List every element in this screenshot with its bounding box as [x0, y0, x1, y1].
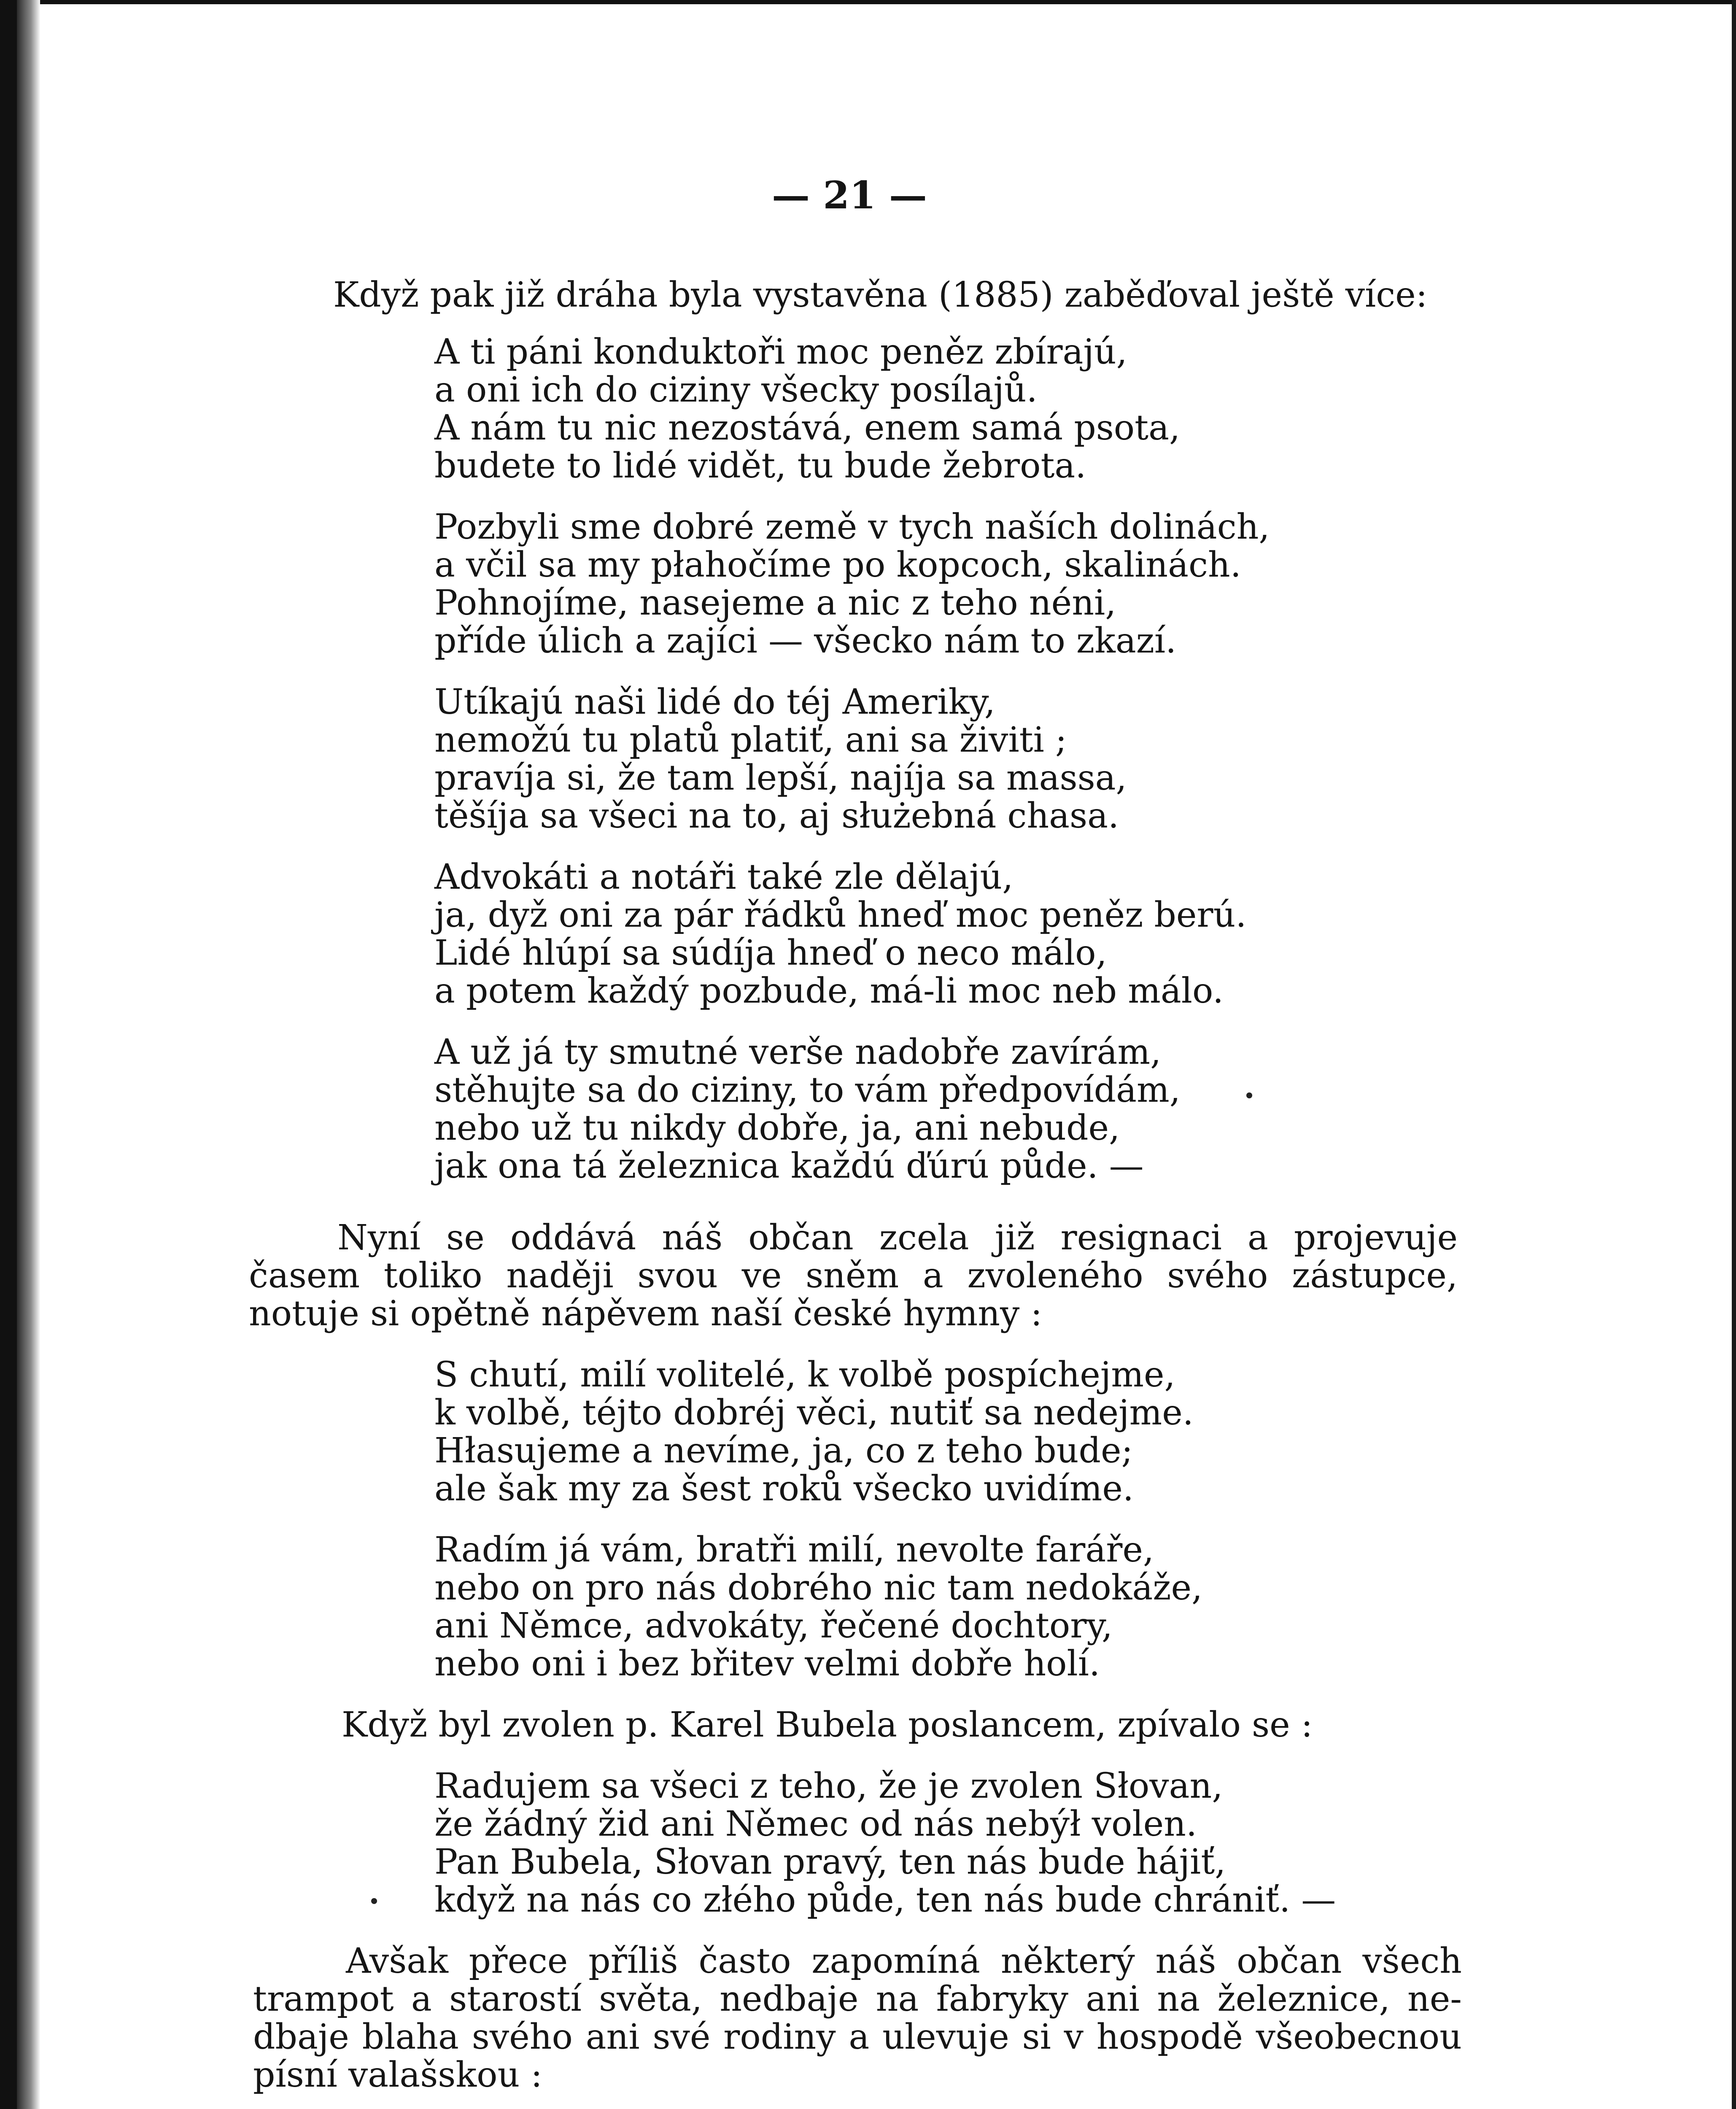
verse-line: Utíkajú naši lidé do téj Ameriky, [434, 682, 995, 722]
scan-border-top [0, 0, 1736, 4]
page-number: — 21 — [772, 173, 927, 218]
verse-line: ale šak my za šest roků všecko uvidíme. [434, 1469, 1134, 1509]
verse-line: nemožú tu platů platiť, ani sa živiti ; [434, 720, 1067, 760]
verse-line: Lidé hlúpí sa súdíja hneď o neco málo, [434, 933, 1107, 973]
verse-line: Pan Bubela, Słovan pravý, ten nás bude hájiť, [434, 1842, 1226, 1882]
scan-border-left [0, 0, 17, 2109]
verse-line: pravíja si, že tam lepší, najíja sa massa, [434, 758, 1127, 798]
verse-line: a včil sa my płahočíme po kopcoch, skalinách. [434, 545, 1241, 585]
verse-line: ja, dyž oni za pár řádků hneď moc peněz berú. [434, 895, 1247, 935]
verse-line: A už já ty smutné verše nadobře zavírám, [434, 1032, 1162, 1072]
verse-line: těšíja sa všeci na to, aj służebná chasa. [434, 796, 1119, 836]
verse-line: ani Němce, advokáty, řečené dochtory, [434, 1606, 1113, 1646]
verse-line: nebo oni i bez břitev velmi dobře holí. [434, 1644, 1100, 1684]
text-line: Když pak již dráha byla vystavěna (1885) zaběďoval ještě více: [333, 275, 1428, 315]
verse-line: S chutí, milí volitelé, k volbě pospíchejme, [434, 1355, 1175, 1395]
text-line: Nyní se oddává náš občan zcela již resignaci a projevuje [337, 1218, 1458, 1258]
verse-line: Radujem sa všeci z teho, že je zvolen Słovan, [434, 1766, 1223, 1806]
ink-speck [1246, 1092, 1252, 1098]
verse-line: Advokáti a notáři také zle dělajú, [434, 857, 1014, 897]
verse-line: stěhujte sa do ciziny, to vám předpovídám, [434, 1070, 1181, 1110]
text-line: dbaje blaha svého ani své rodiny a ulevuje si v hospodě všeobecnou [253, 2017, 1462, 2057]
verse-line: Pozbyli sme dobré země v tych naších dolinách, [434, 507, 1270, 547]
verse-line: A nám tu nic nezostává, enem samá psota, [434, 408, 1181, 448]
verse-line: Pohnojíme, nasejeme a nic z teho néni, [434, 583, 1116, 623]
text-line: notuje si opětně nápěvem naší české hymny : [249, 1294, 1043, 1334]
text-line: písní valašskou : [253, 2055, 542, 2095]
verse-line: nebo on pro nás dobrého nic tam nedokáže, [434, 1568, 1203, 1608]
text-line: Když byl zvolen p. Karel Bubela poslancem, zpívalo se : [342, 1705, 1313, 1745]
page-gutter-shadow [17, 0, 40, 2109]
verse-line: a oni ich do ciziny všecky posílajů. [434, 370, 1038, 410]
verse-line: Hłasujeme a nevíme, ja, co z teho bude; [434, 1431, 1133, 1471]
verse-line: že žádný žid ani Němec od nás nebýł volen. [434, 1804, 1197, 1844]
text-line: časem toliko naději svou ve sněm a zvoleného svého zástupce, [249, 1256, 1458, 1296]
verse-line: A ti páni konduktoři moc peněz zbírajú, [434, 332, 1127, 372]
verse-line: příde úlich a zajíci — všecko nám to zkazí. [434, 621, 1177, 661]
verse-line: k volbě, téjto dobréj věci, nutiť sa nedejme. [434, 1393, 1194, 1433]
ink-speck [371, 1898, 377, 1904]
verse-line: jak ona tá železnica každú ďúrú půde. — [434, 1146, 1144, 1186]
text-line: trampot a starostí světa, nedbaje na fabryky ani na železnice, ne- [253, 1979, 1462, 2019]
verse-line: nebo už tu nikdy dobře, ja, ani nebude, [434, 1108, 1120, 1148]
verse-line: když na nás co złého půde, ten nás bude chrániť. — [434, 1880, 1336, 1920]
scan-border-right [1732, 0, 1736, 2109]
verse-line: Radím já vám, bratři milí, nevolte faráře, [434, 1530, 1154, 1570]
verse-line: budete to lidé vidět, tu bude žebrota. [434, 446, 1086, 486]
text-line: Avšak přece příliš často zapomíná některý náš občan všech [346, 1941, 1462, 1981]
verse-line: a potem každý pozbude, má-li moc neb málo. [434, 971, 1224, 1011]
